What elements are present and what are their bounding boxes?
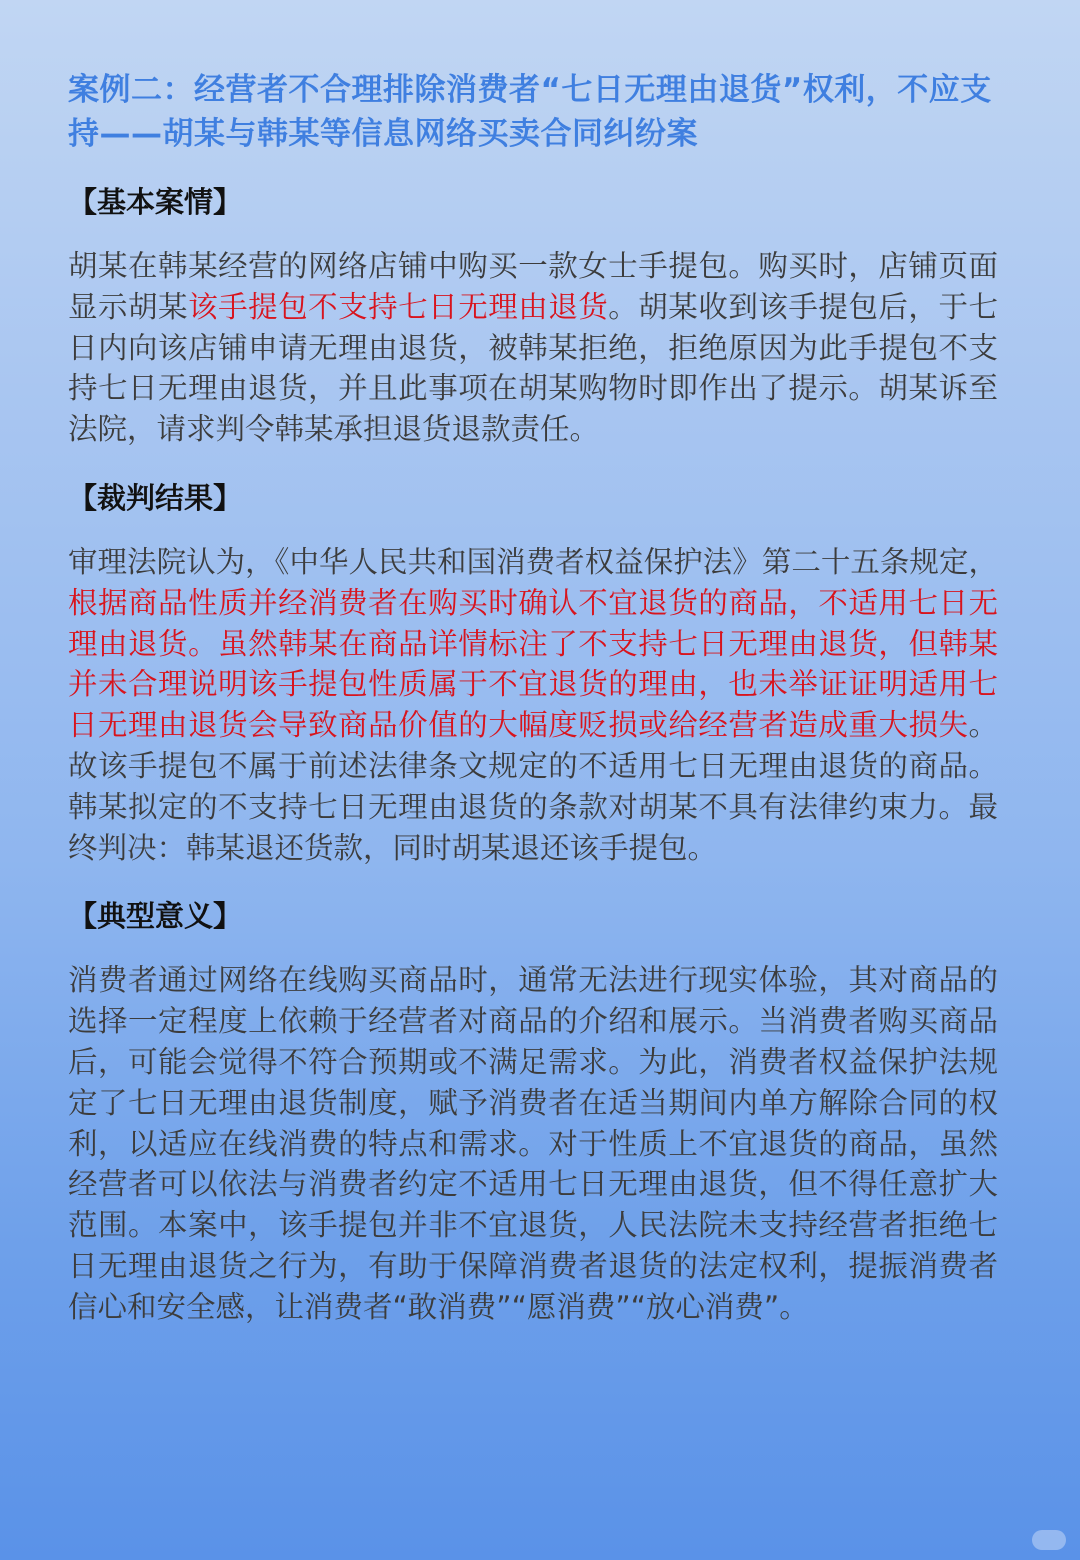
basic-facts-paragraph [68, 246, 998, 450]
basic-facts-text-1: 胡某在韩某经营的网络店铺中购买一款女士手提包。购买时，店铺页面显示胡某 [68, 249, 998, 324]
document-title: 案例二：经营者不合理排除消费者“七日无理由退货”权利，不应支持——胡某与韩某等信息网络买卖合同纠纷案 [68, 72, 992, 152]
typical-significance-paragraph [68, 960, 998, 1327]
basic-facts-text-2: 。胡某收到该手提包后，于七日内向该店铺申请无理由退货，被韩某拒绝，拒绝原因为此手提包不支持七日无理由退货，并且此事项在胡某购物时即作出了提示。胡某诉至法院，请求判令韩某承担退货退款责任。 [68, 289, 998, 447]
judgment-result-paragraph [68, 542, 998, 868]
document-page [68, 68, 998, 1328]
judgment-result-text-2: 。故该手提包不属于前述法律条文规定的不适用七日无理由退货的商品。韩某拟定的不支持七日无理由退货的条款对胡某不具有法律约束力。最终判决：韩某退还货款，同时胡某退还该手提包。 [68, 708, 998, 865]
section-typical-significance [68, 896, 998, 1327]
judgment-result-text-1: 审理法院认为，《中华人民共和国消费者权益保护法》第二十五条规定， [68, 544, 998, 579]
typical-significance-text: 消费者通过网络在线购买商品时，通常无法进行现实体验，其对商品的选择一定程度上依赖于经营者对商品的介绍和展示。当消费者购买商品后，可能会觉得不符合预期或不满足需求。为此，消费者权益保护法规定了七日无理由退货制度，赋予消费者在适当期间内单方解除合同的权利，以适应在线消费的特点和需求。对于性质上不宜退货的商品，虽然经营者可以依法与消费者约定不适用七日无理由退货，但不得任意扩大范围。本案中，该手提包并非不宜退货，人民法院未支持经营者拒绝七日无理由退货之行为，有助于保障消费者退货的法定权利，提振消费者信心和安全感，让消费者“敢消费”“愿消费”“放心消费”。 [68, 963, 998, 1324]
section-basic-facts [68, 182, 998, 450]
section-heading-typical-significance: 【典型意义】 [68, 899, 243, 934]
watermark-logo [1032, 1530, 1066, 1550]
section-judgment-result [68, 478, 998, 868]
section-heading-judgment-result: 【裁判结果】 [68, 480, 243, 515]
judgment-result-highlight: 根据商品性质并经消费者在购买时确认不宜退货的商品，不适用七日无理由退货。虽然韩某在商品详情标注了不支持七日无理由退货，但韩某并未合理说明该手提包性质属于不宜退货的理由，也未举证证明适用七日无理由退货会导致商品价值的大幅度贬损或给经营者造成重大损失 [68, 585, 998, 743]
section-heading-basic-facts: 【基本案情】 [68, 185, 243, 219]
basic-facts-highlight: 该手提包不支持七日无理由退货 [188, 289, 609, 324]
